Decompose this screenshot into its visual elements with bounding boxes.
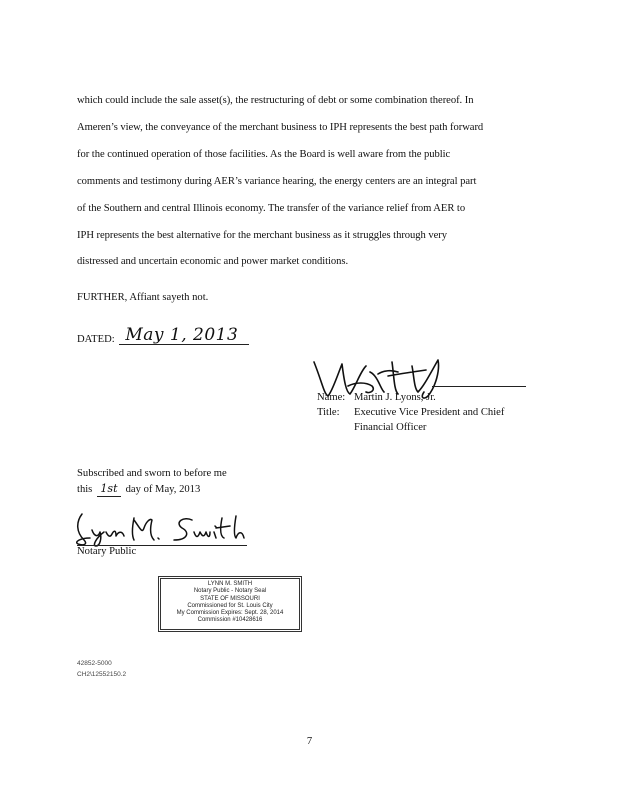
body-line: Ameren’s view, the conveyance of the merchant business to IPH represents the best path forward bbox=[77, 121, 484, 133]
body-line: comments and testimony during AER’s variance hearing, the energy centers are an integral part bbox=[77, 175, 477, 187]
body-line: IPH represents the best alternative for the merchant business as it struggles through very bbox=[77, 229, 448, 241]
affiant-name: Martin J. Lyons, Jr. bbox=[354, 392, 436, 403]
affiant-name-block bbox=[317, 390, 504, 435]
seal-line: Notary Public - Notary Seal bbox=[193, 588, 267, 595]
seal-line: Commission #10428616 bbox=[197, 617, 263, 624]
name-row bbox=[317, 390, 504, 405]
dated-line bbox=[77, 325, 249, 345]
dated-handwritten-value: May 1, 2013 bbox=[125, 325, 239, 345]
name-label: Name: bbox=[317, 392, 346, 403]
body-line: of the Southern and central Illinois economy. The transfer of the variance relief from AER to bbox=[77, 202, 466, 214]
dated-label: DATED: bbox=[77, 334, 115, 345]
jurat bbox=[77, 466, 227, 497]
seal-line: STATE OF MISSOURI bbox=[200, 595, 260, 602]
notary-signature bbox=[70, 508, 260, 548]
title-row bbox=[317, 405, 504, 420]
document-code: CH2\12552150.2 bbox=[77, 671, 127, 678]
further-statement: FURTHER, Affiant sayeth not. bbox=[77, 292, 209, 303]
notary-seal-stamp bbox=[160, 578, 300, 630]
jurat-rest: day of May, 2013 bbox=[125, 484, 201, 495]
jurat-line2 bbox=[77, 481, 227, 497]
seal-line: Commissioned for St. Louis City bbox=[187, 602, 273, 609]
body-line: which could include the sale asset(s), the restructuring of debt or some combination thereof. In bbox=[77, 95, 474, 106]
document-code: 42852-5000 bbox=[77, 660, 112, 667]
document-codes bbox=[77, 658, 126, 680]
signature-line bbox=[432, 386, 526, 387]
body-paragraph bbox=[77, 88, 537, 276]
notary-label: Notary Public bbox=[77, 546, 137, 557]
jurat-this: this bbox=[77, 484, 93, 495]
seal-line: My Commission Expires: Sept. 28, 2014 bbox=[176, 610, 284, 617]
dated-blank bbox=[119, 325, 249, 345]
jurat-day: 1st bbox=[97, 481, 121, 497]
body-line: for the continued operation of those facilities. As the Board is well aware from the public bbox=[77, 148, 451, 160]
jurat-line1: Subscribed and sworn to before me bbox=[77, 468, 227, 479]
body-line: distressed and uncertain economic and power market conditions. bbox=[77, 256, 349, 268]
affiant-title-line2: Financial Officer bbox=[354, 422, 427, 433]
seal-line: LYNN M. SMITH bbox=[207, 581, 253, 587]
page-number: 7 bbox=[306, 736, 313, 747]
affiant-title-line1: Executive Vice President and Chief bbox=[354, 407, 505, 418]
title-label: Title: bbox=[317, 407, 340, 418]
